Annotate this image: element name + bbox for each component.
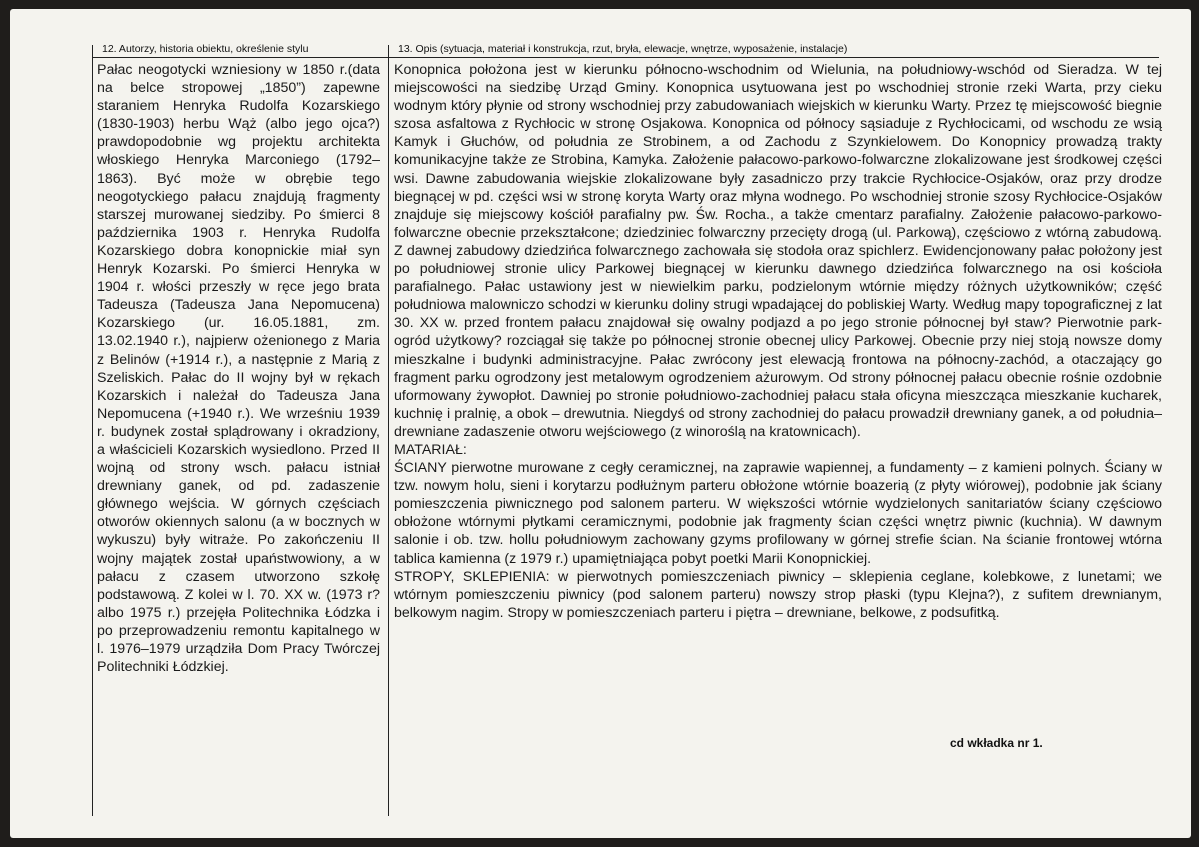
section-12-header: 12. Autorzy, historia obiektu, określenie stylu [102, 43, 309, 55]
document-sheet [10, 9, 1191, 838]
ceilings-paragraph: STROPY, SKLEPIENIA: w pierwotnych pomieszczeniach piwnicy – sklepienia ceglane, kolebkowe, z lunetami; we wtórnym pomieszczeniu piwnicy (pod salonem parteru) nowszy strop płaski (typu Klejna?), z sufitem drewnianym, belkowym nagim. Stropy w pomieszczeniach parteru i piętra – drewniane, belkowe, z podsufitką. [394, 568, 1162, 621]
description-location: Konopnica położona jest w kierunku północno-wschodnim od Wielunia, na południowy-wschód od Sieradza. W tej miejscowości na siedzibę Urząd Gminy. Konopnica usytuowana jest po wschodniej stronie rzeki Warta, przy cieku wodnym który płynie od strony wschodniej przy zabudowaniach wiejskich w kierunku Warty. Przez tę miejscowość biegnie szosa asfaltowa z Rychłocic w stronę Osjakowa. Konopnica od północy sąsiaduje z Rychłocicami, od wschodu ze wsią Kamyk i Głuchów, od południa ze Strobinem, a od Zachodu z Szynkielowem. Do Konopnicy prowadzą trakty komunikacyjne także ze Strobina, Kamyka. Założenie pałacowo-parkowo-folwarczne zlokalizowane jest środkowej części wsi. Dawne zabudowania wiejskie zlokalizowane były zasadniczo przy trakcie Rychłocice-Osjaków, oraz przy drodze biegnącej w pd. części wsi w stronę koryta Warty oraz młyna wodnego. Po wschodniej stronie szosy Rychłocice-Osjaków znajduje się miejscowy kościół parafialny pw. Św. Rocha., a także cmentarz parafialny. Założenie pałacowo-parkowo-folwarczne obecnie przekształcone; dziedziniec folwarczny przecięty drogą (ul. Parkową), częściowo z wtórną zabudową. Z dawnej zabudowy dziedzińca folwarcznego zachowała się stodoła oraz spichlerz. Ewidencjonowany pałac położony jest po południowej stronie ulicy Parkowej biegnącej w kierunku dawnego dziedzińca folwarcznego na osi kościoła parafialnego. Pałac ustawiony jest w niewielkim parku, podzielonym wtórnie między różnych użytkowników; część południowa malowniczo schodzi w kierunku doliny strugi wpadającej do pobliskiej Warty. Według mapy topograficznej z lat 30. XX w. przed frontem pałacu znajdował się owalny podjazd a po jego stronie północnej był staw? Pierwotnie park- ogród użytkowy? rozciągał się także po północnej stronie obecnej ulicy Parkowej. Obecnie przy niej stoją nowsze domy mieszkalne i budynki administracyjne. Pałac zwrócony jest elewacją frontowa na północny-zachód, a otaczający go fragment parku ogrodzony jest metalowym ogrodzeniem ażurowym. Od strony północnej pałacu obecnie rośnie ozdobnie uformowany żywopłot. Dawniej po stronie południowo-zachodniej pałacu stała oficyna mieszcząca mieszkanie kucharek, kuchnię i pralnię, a obok – drewutnia. Niegdyś od strony zachodniej do pałacu prowadził drewniany ganek, a od południa– drewniane zadaszenie otworu wejściowego (z winoroślą na kratownicach). [394, 62, 1162, 440]
header-rule [92, 57, 1159, 58]
column-divider [388, 45, 389, 816]
description-column [394, 61, 1162, 622]
section-13-header: 13. Opis (sytuacja, materiał i konstrukcja, rzut, bryła, elewacje, wnętrze, wyposażenie, instalacje) [398, 43, 848, 55]
left-border [92, 45, 93, 816]
history-column [97, 61, 380, 676]
continuation-note: cd wkładka nr 1. [950, 736, 1043, 750]
walls-paragraph: ŚCIANY pierwotne murowane z cegły ceramicznej, na zaprawie wapiennej, a fundamenty – z kamieni polnych. Ściany w tzw. nowym holu, sieni i korytarzu podłużnym parteru obłożone wtórnie boazerią (z płyty wiórowej), podobnie jak ściany pomieszczenia piwnicznego pod salonem parteru. W większości wtórnie wydzielonych sanitariatów ściany częściowo obłożone wtórnymi płytkami ceramicznymi, podobnie jak fragmenty ścian części wnętrz piwnic (kuchnia). W dawnym salonie i ob. tzw. hollu południowym zachowany gzyms profilowany w górnej strefie ścian. Na ścianie frontowej wtórna tablica kamienna (z 1979 r.) upamiętniająca pobyt poetki Marii Konopnickiej. [394, 460, 1162, 567]
material-heading: MATARIAŁ: [394, 441, 467, 458]
history-text: Pałac neogotycki wzniesiony w 1850 r.(data na belce stropowej „1850”) zapewne staraniem Henryka Rudolfa Kozarskiego (1830-1903) herbu Wąż (albo jego ojca?) prawdopodobnie wg projektu architekta włoskiego Henryka Marconiego (1792–1863). Być może w obrębie tego neogotyckiego pałacu znajdują fragmenty starszej murowanej siedziby. Po śmierci 8 października 1903 r. Henryka Rudolfa Kozarskiego dobra konopnickie miał syn Henryk Kozarski. Po śmierci Henryka w 1904 r. włości przeszły w ręce jego brata Tadeusza (Tadeusza Jana Nepomucena) Kozarskiego (ur. 16.05.1881, zm. 13.02.1940 r.), najpierw ożenionego z Maria z Belinów (+1914 r.), a następnie z Marią z Szeliskich. Pałac do II wojny był w rękach Kozarskich i należał do Tadeusza Jana Nepomucena (+1940 r.). We wrześniu 1939 r. budynek został splądrowany i okradziony, a właścicieli Kozarskich wysiedlono. Przed II wojną od strony wsch. pałacu istniał drewniany ganek, od pd. zadaszenie głównego wejścia. W górnych częściach otworów okiennych salonu (a w bocznych w wykuszu) były witraże. Po zakończeniu II wojny majątek został upaństwowiony, a w pałacu z czasem utworzono szkołę podstawową. Z kolei w l. 70. XX w. (1973 r? albo 1975 r.) przejęła Politechnika Łódzka i po przeprowadzeniu remontu kapitalnego w l. 1976–1979 urządziła Dom Pracy Twórczej Politechniki Łódzkiej. [97, 62, 380, 676]
